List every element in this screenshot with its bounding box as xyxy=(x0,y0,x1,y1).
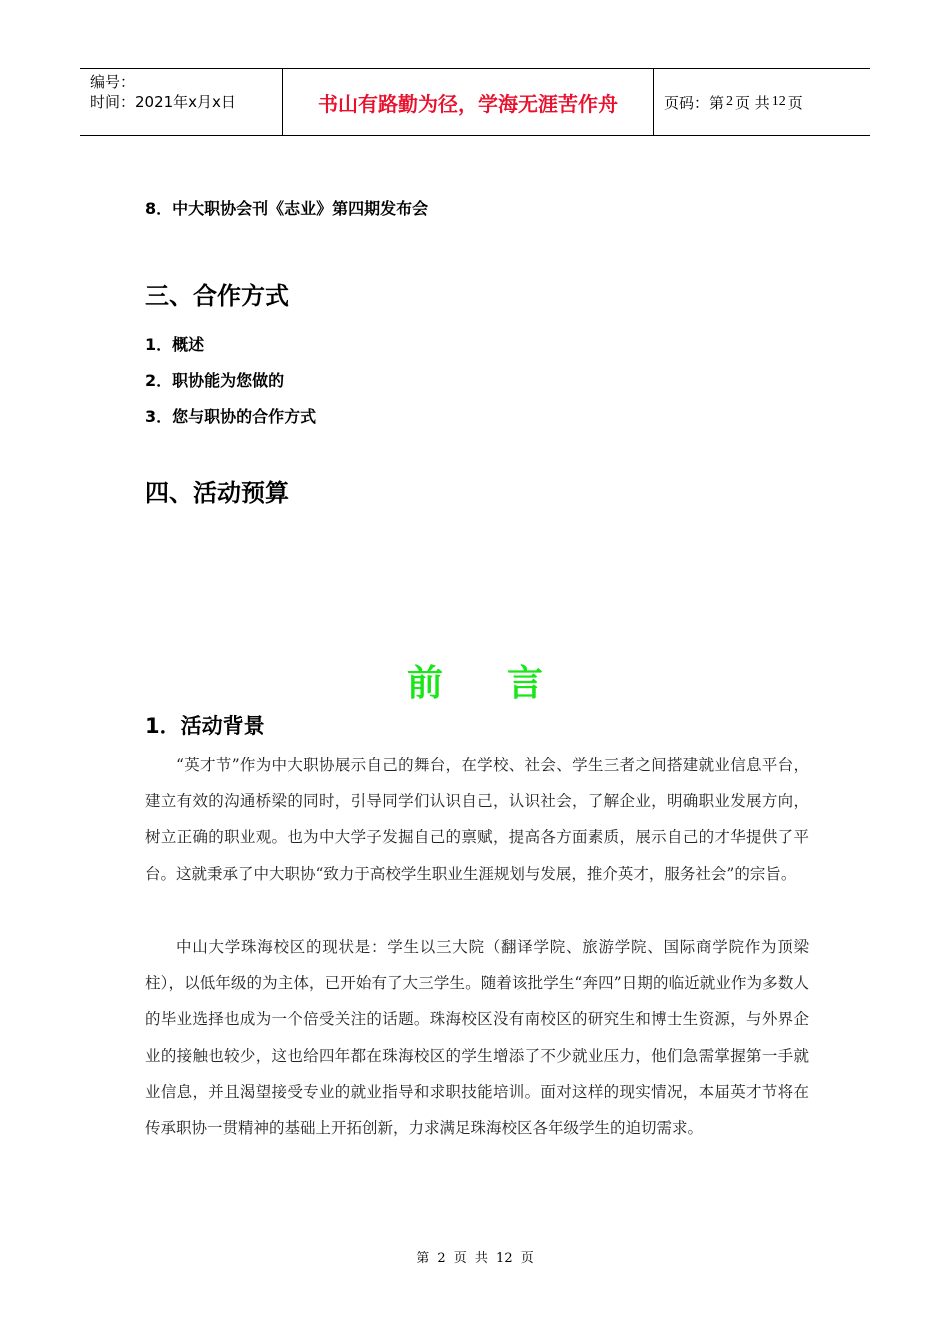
page-footer: 第 2 页 共 12 页 xyxy=(416,1251,534,1266)
header-page-label-pre: 页码：第 xyxy=(664,93,725,112)
section-4-title: 四、活动预算 xyxy=(145,479,289,507)
header-page-info xyxy=(654,69,870,135)
foreword-title: 前言 xyxy=(406,663,607,704)
section-3-item-2: 2．职协能为您做的 xyxy=(145,371,285,390)
header-page-label-post: 页 xyxy=(787,93,803,112)
header-motto: 书山有路勤为径，学海无涯苦作舟 xyxy=(282,69,654,135)
section-3-item-3: 3．您与职协的合作方式 xyxy=(145,407,317,426)
header-number-label: 编号： xyxy=(90,73,136,91)
header-page-label-mid: 页 共 xyxy=(735,93,770,112)
subsection-1-title: 1．活动背景 xyxy=(145,714,265,738)
header-page-current: 2 xyxy=(726,94,734,109)
section-3-title: 三、合作方式 xyxy=(145,282,289,310)
page-header xyxy=(80,68,870,136)
header-page-total: 12 xyxy=(771,94,786,109)
list-item-8: 8．中大职协会刊《志业》第四期发布会 xyxy=(145,199,429,218)
header-time-label: 时间：2021年x月x日 xyxy=(90,93,236,111)
background-paragraph-1: “英才节”作为中大职协展示自己的舞台，在学校、社会、学生三者之间搭建就业信息平台，建立有效的沟通桥梁的同时，引导同学们认识自己，认识社会，了解企业，明确职业发展方向，树立正确的职业观。也为中大学子发掘自己的禀赋，提高各方面素质，展示自己的才华提供了平台。这就秉承了中大职协“致力于高校学生职业生涯规划与发展，推介英才，服务社会”的宗旨。 xyxy=(145,756,809,883)
section-3-item-1: 1．概述 xyxy=(145,335,205,354)
background-paragraph-2: 中山大学珠海校区的现状是：学生以三大院（翻译学院、旅游学院、国际商学院作为顶梁柱），以低年级的为主体，已开始有了大三学生。随着该批学生“奔四”日期的临近就业作为多数人的毕业选择也成为一个倍受关注的话题。珠海校区没有南校区的研究生和博士生资源，与外界企业的接触也较少，这也给四年都在珠海校区的学生增添了不少就业压力，他们急需掌握第一手就业信息，并且渴望接受专业的就业指导和求职技能培训。面对这样的现实情况，本届英才节将在传承职协一贯精神的基础上开拓创新，力求满足珠海校区各年级学生的迫切需求。 xyxy=(145,938,809,1138)
header-meta xyxy=(80,69,282,135)
